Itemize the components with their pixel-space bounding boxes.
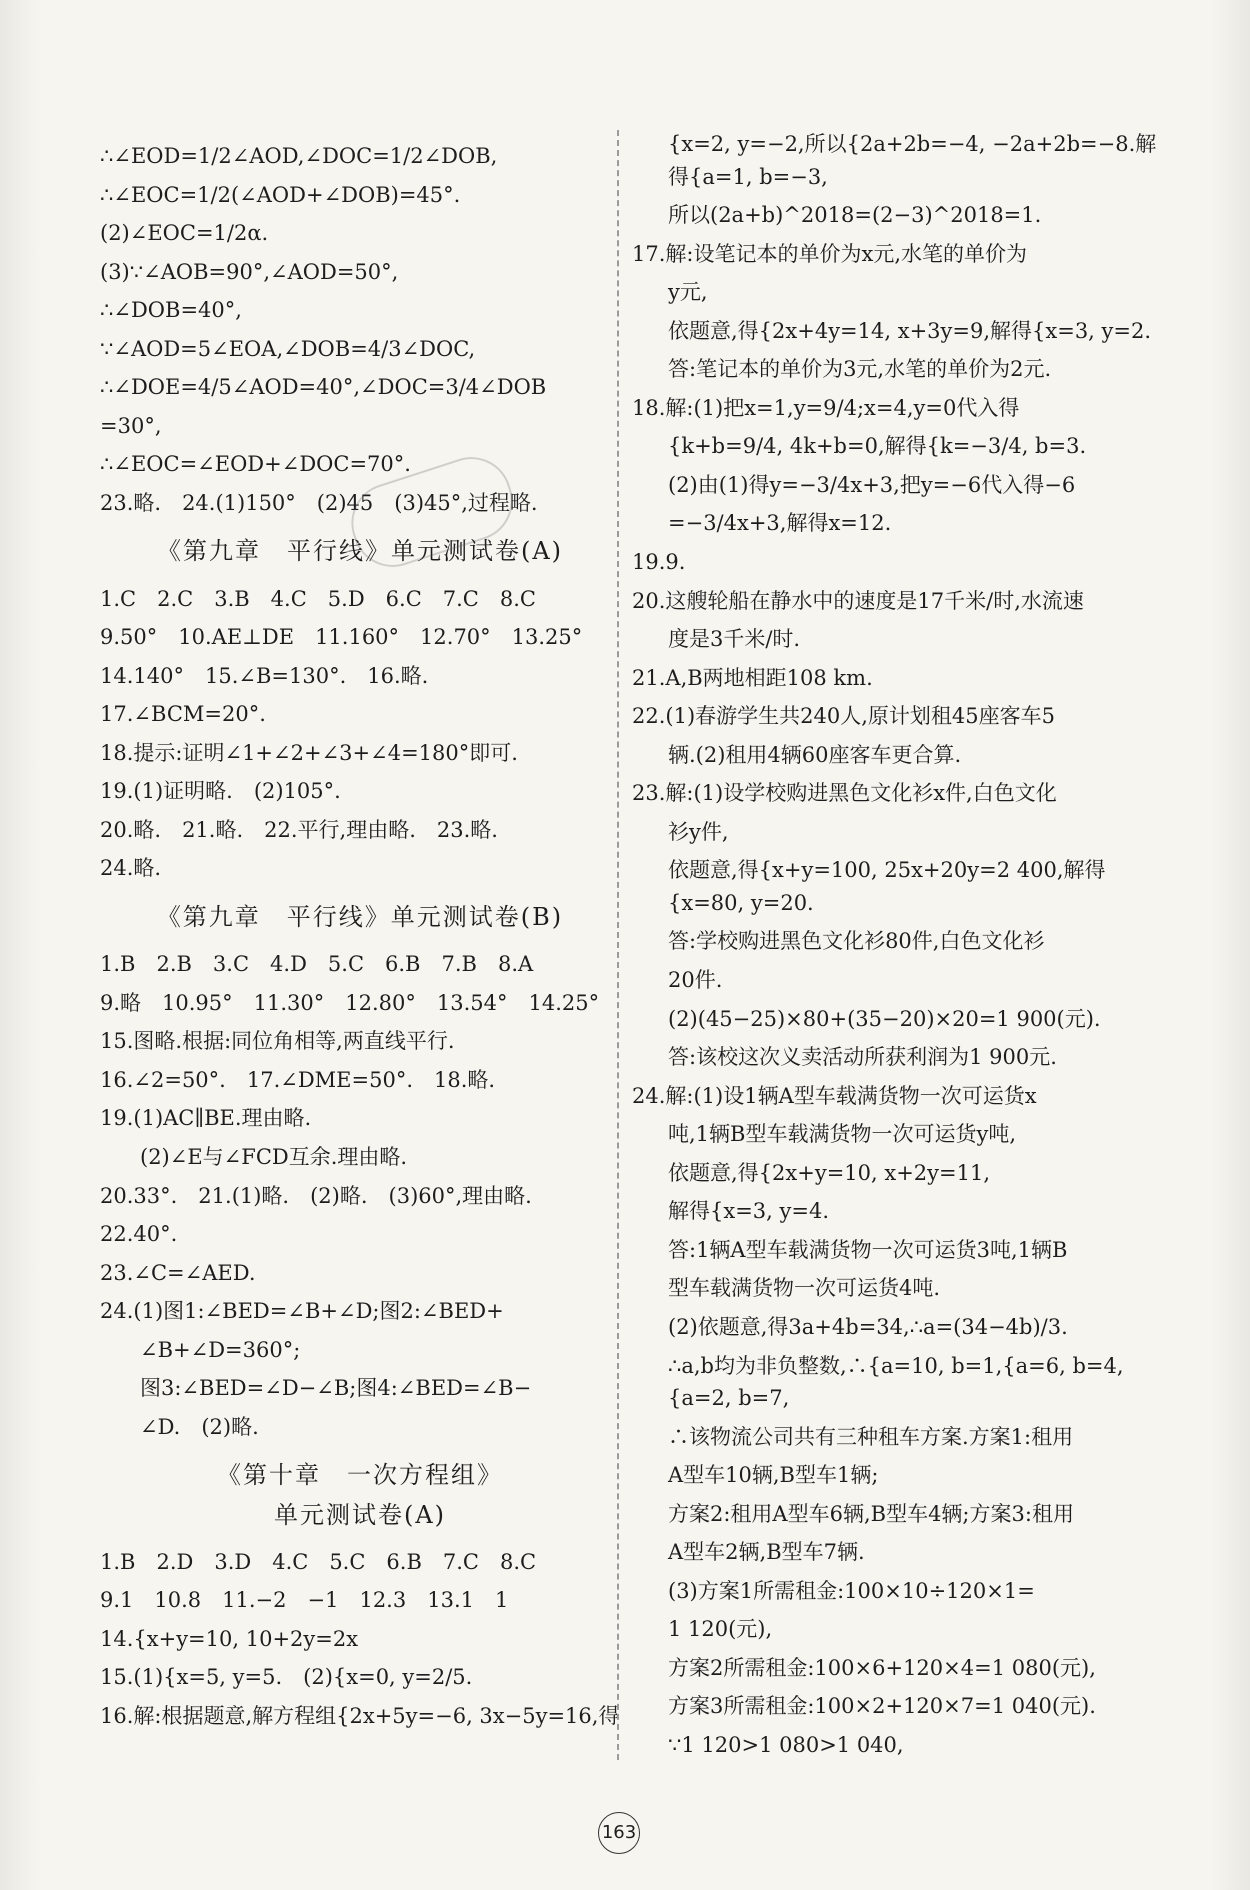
text-line: ∵1 120>1 080>1 040, — [668, 1732, 904, 1757]
text-line: =−3/4x+3,解得x=12. — [668, 511, 892, 536]
text-line: 9.50° 10.AE⊥DE 11.160° 12.70° 13.25° — [100, 625, 583, 650]
text-line: 1.B 2.B 3.C 4.D 5.C 6.B 7.B 8.A — [100, 952, 534, 977]
text-line: 9.略 10.95° 11.30° 12.80° 13.54° 14.25° — [100, 990, 600, 1015]
text-line: 答:该校这次义卖活动所获利润为1 900元. — [668, 1045, 1057, 1070]
text-line: 1.C 2.C 3.B 4.C 5.D 6.C 7.C 8.C — [100, 586, 536, 611]
text-line: 方案2:租用A型车6辆,B型车4辆;方案3:租用 — [668, 1501, 1074, 1526]
text-line: A型车2辆,B型车7辆. — [668, 1540, 865, 1565]
text-line: 23.∠C=∠AED. — [100, 1260, 256, 1285]
text-line: 21.A,B两地相距108 km. — [632, 665, 873, 690]
text-line: 度是3千米/时. — [668, 627, 801, 652]
text-line: 18.提示:证明∠1+∠2+∠3+∠4=180°即可. — [100, 740, 518, 765]
text-line: =30°, — [100, 413, 162, 438]
text-line: ∴∠EOC=∠EOD+∠DOC=70°. — [100, 452, 411, 477]
text-line: 吨,1辆B型车载满货物一次可运货y吨, — [668, 1122, 1017, 1147]
text-line: {x=2, y=−2,所以{2a+2b=−4, −2a+2b=−8.解得{a=1, b=−3, — [668, 132, 1157, 189]
text-line: 16.解:根据题意,解方程组{2x+5y=−6, 3x−5y=16,得 — [100, 1703, 620, 1728]
section-ch9-a-lines — [100, 583, 620, 885]
text-line: 型车载满货物一次可运货4吨. — [668, 1276, 941, 1301]
text-line: 20件. — [668, 968, 723, 993]
text-line: 依题意,得{2x+y=10, x+2y=11, — [668, 1160, 991, 1185]
text-line: 22.(1)春游学生共240人,原计划租45座客车5 — [632, 704, 1055, 729]
text-line: (2)(45−25)×80+(35−20)×20=1 900(元). — [668, 1006, 1101, 1031]
text-line: 24.(1)图1:∠BED=∠B+∠D;图2:∠BED+ — [100, 1299, 504, 1324]
text-line: ∴∠DOE=4/5∠AOD=40°,∠DOC=3/4∠DOB — [100, 375, 547, 400]
text-line: 答:学校购进黑色文化衫80件,白色文化衫 — [668, 929, 1045, 954]
section-ch10-lines — [100, 1546, 620, 1733]
text-line: ∴∠DOB=40°, — [100, 298, 242, 323]
text-line: (3)∵∠AOB=90°,∠AOD=50°, — [100, 259, 399, 284]
text-line: 16.∠2=50°. 17.∠DME=50°. 18.略. — [100, 1067, 496, 1092]
text-line: 答:1辆A型车载满货物一次可运货3吨,1辆B — [668, 1237, 1068, 1262]
text-line: (2)由(1)得y=−3/4x+3,把y=−6代入得−6 — [668, 472, 1076, 497]
text-line: 1 120(元), — [668, 1617, 773, 1642]
text-line: 所以(2a+b)^2018=(2−3)^2018=1. — [668, 203, 1042, 228]
text-line: (3)方案1所需租金:100×10÷120×1= — [668, 1578, 1035, 1603]
section-title-ch9-a: 《第九章 平行线》单元测试卷(A) — [156, 537, 564, 566]
text-line: 17.解:设笔记本的单价为x元,水笔的单价为 — [632, 241, 1027, 266]
text-line: 19.9. — [632, 550, 686, 575]
text-line: 解得{x=3, y=4. — [668, 1199, 830, 1224]
text-line: 23.解:(1)设学校购进黑色文化衫x件,白色文化 — [632, 781, 1057, 806]
text-line: 23.略. 24.(1)150° (2)45 (3)45°,过程略. — [100, 490, 538, 515]
text-line: 15.图略.根据:同位角相等,两直线平行. — [100, 1029, 455, 1054]
text-line: ∴∠EOC=1/2(∠AOD+∠DOB)=45°. — [100, 182, 461, 207]
text-line: 辆.(2)租用4辆60座客车更合算. — [668, 742, 962, 767]
text-line: 18.解:(1)把x=1,y=9/4;x=4,y=0代入得 — [632, 395, 1020, 420]
text-line: A型车10辆,B型车1辆; — [668, 1463, 879, 1488]
text-line: 方案2所需租金:100×6+120×4=1 080(元), — [668, 1655, 1096, 1680]
section-ch9-b-lines — [100, 948, 620, 1443]
text-line: 14.140° 15.∠B=130°. 16.略. — [100, 663, 429, 688]
text-line: ∠B+∠D=360°; — [140, 1337, 301, 1362]
text-line: 24.解:(1)设1辆A型车载满货物一次可运货x — [632, 1083, 1037, 1108]
column-divider — [617, 130, 619, 1760]
text-line: 方案3所需租金:100×2+120×7=1 040(元). — [668, 1694, 1096, 1719]
text-line: ∴∠EOD=1/2∠AOD,∠DOC=1/2∠DOB, — [100, 144, 498, 168]
text-line: ∵∠AOD=5∠EOA,∠DOB=4/3∠DOC, — [100, 336, 476, 361]
text-line: ∠D. (2)略. — [140, 1414, 259, 1439]
text-line: 19.(1)证明略. (2)105°. — [100, 779, 341, 804]
text-line: (2)依题意,得3a+4b=34,∴a=(34−4b)/3. — [668, 1314, 1068, 1339]
text-line: 9.1 10.8 11.−2 −1 12.3 13.1 1 — [100, 1588, 509, 1613]
section-title-ch10-line2: 单元测试卷(A) — [273, 1500, 447, 1529]
text-line: (2)∠EOC=1/2α. — [100, 221, 269, 246]
text-line: 20.这艘轮船在静水中的速度是17千米/时,水流速 — [632, 588, 1084, 613]
text-line: y元, — [668, 280, 708, 305]
text-line: 24.略. — [100, 856, 162, 881]
text-line: 20.略. 21.略. 22.平行,理由略. 23.略. — [100, 817, 498, 842]
text-line: 衫y件, — [668, 819, 729, 844]
section-title-ch10-line1: 《第十章 一次方程组》 — [217, 1461, 503, 1490]
text-line: (2)∠E与∠FCD互余.理由略. — [140, 1144, 408, 1169]
text-line: ∴该物流公司共有三种租车方案.方案1:租用 — [668, 1424, 1074, 1449]
left-column — [100, 140, 620, 1738]
text-line: 20.33°. 21.(1)略. (2)略. (3)60°,理由略. — [100, 1183, 532, 1208]
text-line: 1.B 2.D 3.D 4.C 5.C 6.B 7.C 8.C — [100, 1549, 537, 1574]
text-line: 19.(1)AC∥BE.理由略. — [100, 1106, 312, 1131]
text-line: 答:笔记本的单价为3元,水笔的单价为2元. — [668, 357, 1052, 382]
text-line: 图3:∠BED=∠D−∠B;图4:∠BED=∠B− — [140, 1376, 532, 1401]
text-line: 14.{x+y=10, 10+2y=2x — [100, 1626, 359, 1651]
page-number: 163 — [598, 1812, 640, 1854]
text-line: ∴a,b均为非负整数,∴{a=10, b=1,{a=6, b=4,{a=2, b=7, — [668, 1353, 1124, 1411]
text-line: 依题意,得{2x+4y=14, x+3y=9,解得{x=3, y=2. — [668, 318, 1152, 343]
text-line: {k+b=9/4, 4k+b=0,解得{k=−3/4, b=3. — [668, 434, 1087, 459]
text-line: 17.∠BCM=20°. — [100, 702, 266, 727]
text-line: 15.(1){x=5, y=5. (2){x=0, y=2/5. — [100, 1665, 473, 1690]
text-line: 依题意,得{x+y=100, 25x+20y=2 400,解得{x=80, y=20. — [668, 858, 1106, 915]
right-column — [632, 128, 1167, 1768]
section-title-ch9-b: 《第九章 平行线》单元测试卷(B) — [156, 903, 564, 932]
text-line: 22.40°. — [100, 1222, 178, 1247]
left-top-lines — [100, 140, 620, 519]
